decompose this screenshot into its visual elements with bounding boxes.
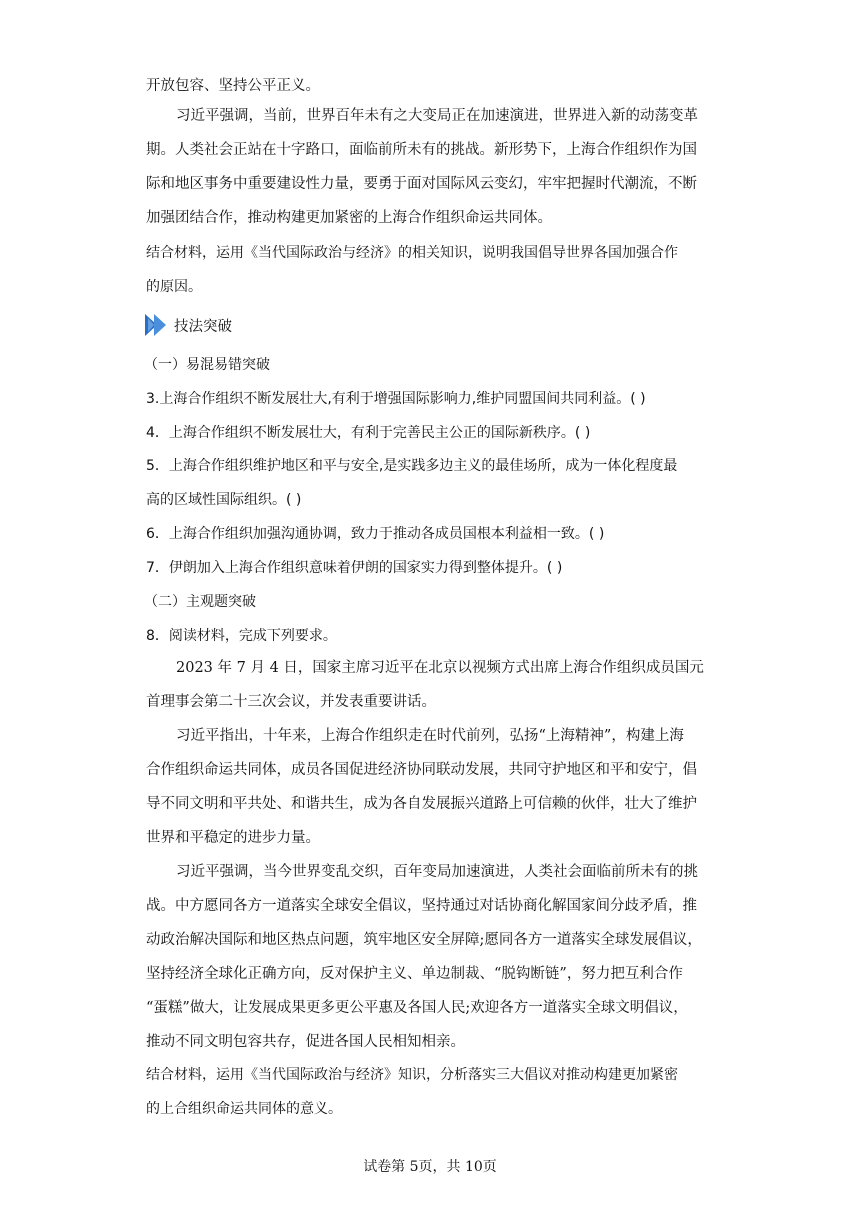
material-b-line: 动政治解决国际和地区热点问题，筑牢地区安全屏障;愿同各方一道落实全球发展倡议， (146, 932, 702, 948)
material-b-line: 坚持经济全球化正确方向，反对保护主义、单边制裁、“脱钩断链”，努力把互利合作 (146, 966, 683, 982)
question-8-heading: 8．阅读材料，完成下列要求。 (146, 628, 337, 644)
material-a-line: 习近平强调，当前，世界百年未有之大变局正在加速演进，世界进入新的动荡变革 (176, 108, 698, 124)
material-b-line: 导不同文明和平共处、和谐共生，成为各自发展振兴道路上可信赖的伙伴，壮大了维护 (146, 796, 697, 812)
material-b-line: 世界和平稳定的进步力量。 (146, 830, 320, 846)
subsection-title: （二）主观题突破 (144, 594, 256, 610)
material-b-line: 习近平指出，十年来，上海合作组织走在时代前列，弘扬“上海精神”，构建上海 (176, 728, 684, 744)
material-b-line: 习近平强调，当今世界变乱交织，百年变局加速演进，人类社会面临前所未有的挑 (176, 864, 698, 880)
true-false-item: 高的区域性国际组织。( ) (146, 492, 302, 508)
material-b-line: 推动不同文明包容共存，促进各国人民相知相亲。 (146, 1034, 465, 1050)
material-b-line: 2023 年 7 月 4 日，国家主席习近平在北京以视频方式出席上海合作组织成员国元 (176, 660, 704, 676)
material-b-line: 战。中方愿同各方一道落实全球安全倡议，坚持通过对话协商化解国家间分歧矛盾，推 (146, 898, 697, 914)
section-title: 技法突破 (174, 318, 232, 335)
page-footer: 试卷第 5页，共 10页 (363, 1159, 497, 1175)
material-a-line: 加强团结合作，推动构建更加紧密的上海合作组织命运共同体。 (146, 210, 552, 226)
true-false-item: 3.上海合作组织不断发展壮大,有利于增强国际影响力,维护同盟国间共同利益。( ) (146, 391, 646, 407)
question-8-prompt: 的上合组织命运共同体的意义。 (146, 1101, 342, 1117)
skill-section-header (144, 312, 232, 338)
material-b-line: 首理事会第二十三次会议，并发表重要讲话。 (146, 694, 436, 710)
material-b-line: “蛋糕”做大，让发展成果更多更公平惠及各国人民;欢迎各方一道落实全球文明倡议， (146, 1000, 688, 1016)
true-false-item: 6．上海合作组织加强沟通协调，致力于推动各成员国根本利益相一致。( ) (146, 526, 605, 542)
question-7-prompt: 的原因。 (146, 279, 202, 295)
subsection-title: （一）易混易错突破 (144, 357, 270, 373)
question-8-prompt: 结合材料，运用《当代国际政治与经济》知识，分析落实三大倡议对推动构建更加紧密 (146, 1067, 678, 1083)
true-false-item: 7．伊朗加入上海合作组织意味着伊朗的国家实力得到整体提升。( ) (146, 560, 563, 576)
true-false-item: 5．上海合作组织维护地区和平与安全,是实践多边主义的最佳场所，成为一体化程度最 (146, 458, 678, 474)
material-b-line: 合作组织命运共同体，成员各国促进经济协同联动发展，共同守护地区和平和安宁，倡 (146, 762, 697, 778)
material-a-line: 际和地区事务中重要建设性力量，要勇于面对国际风云变幻，牢牢把握时代潮流，不断 (146, 176, 697, 192)
question-7-prompt: 结合材料，运用《当代国际政治与经济》的相关知识，说明我国倡导世界各国加强合作 (146, 245, 678, 261)
material-a-line: 期。人类社会正站在十字路口，面临前所未有的挑战。新形势下，上海合作组织作为国 (146, 142, 697, 158)
double-arrow-icon (144, 313, 170, 337)
material-a-line: 开放包容、坚持公平正义。 (146, 78, 320, 94)
true-false-item: 4．上海合作组织不断发展壮大，有利于完善民主公正的国际新秩序。( ) (146, 425, 591, 441)
